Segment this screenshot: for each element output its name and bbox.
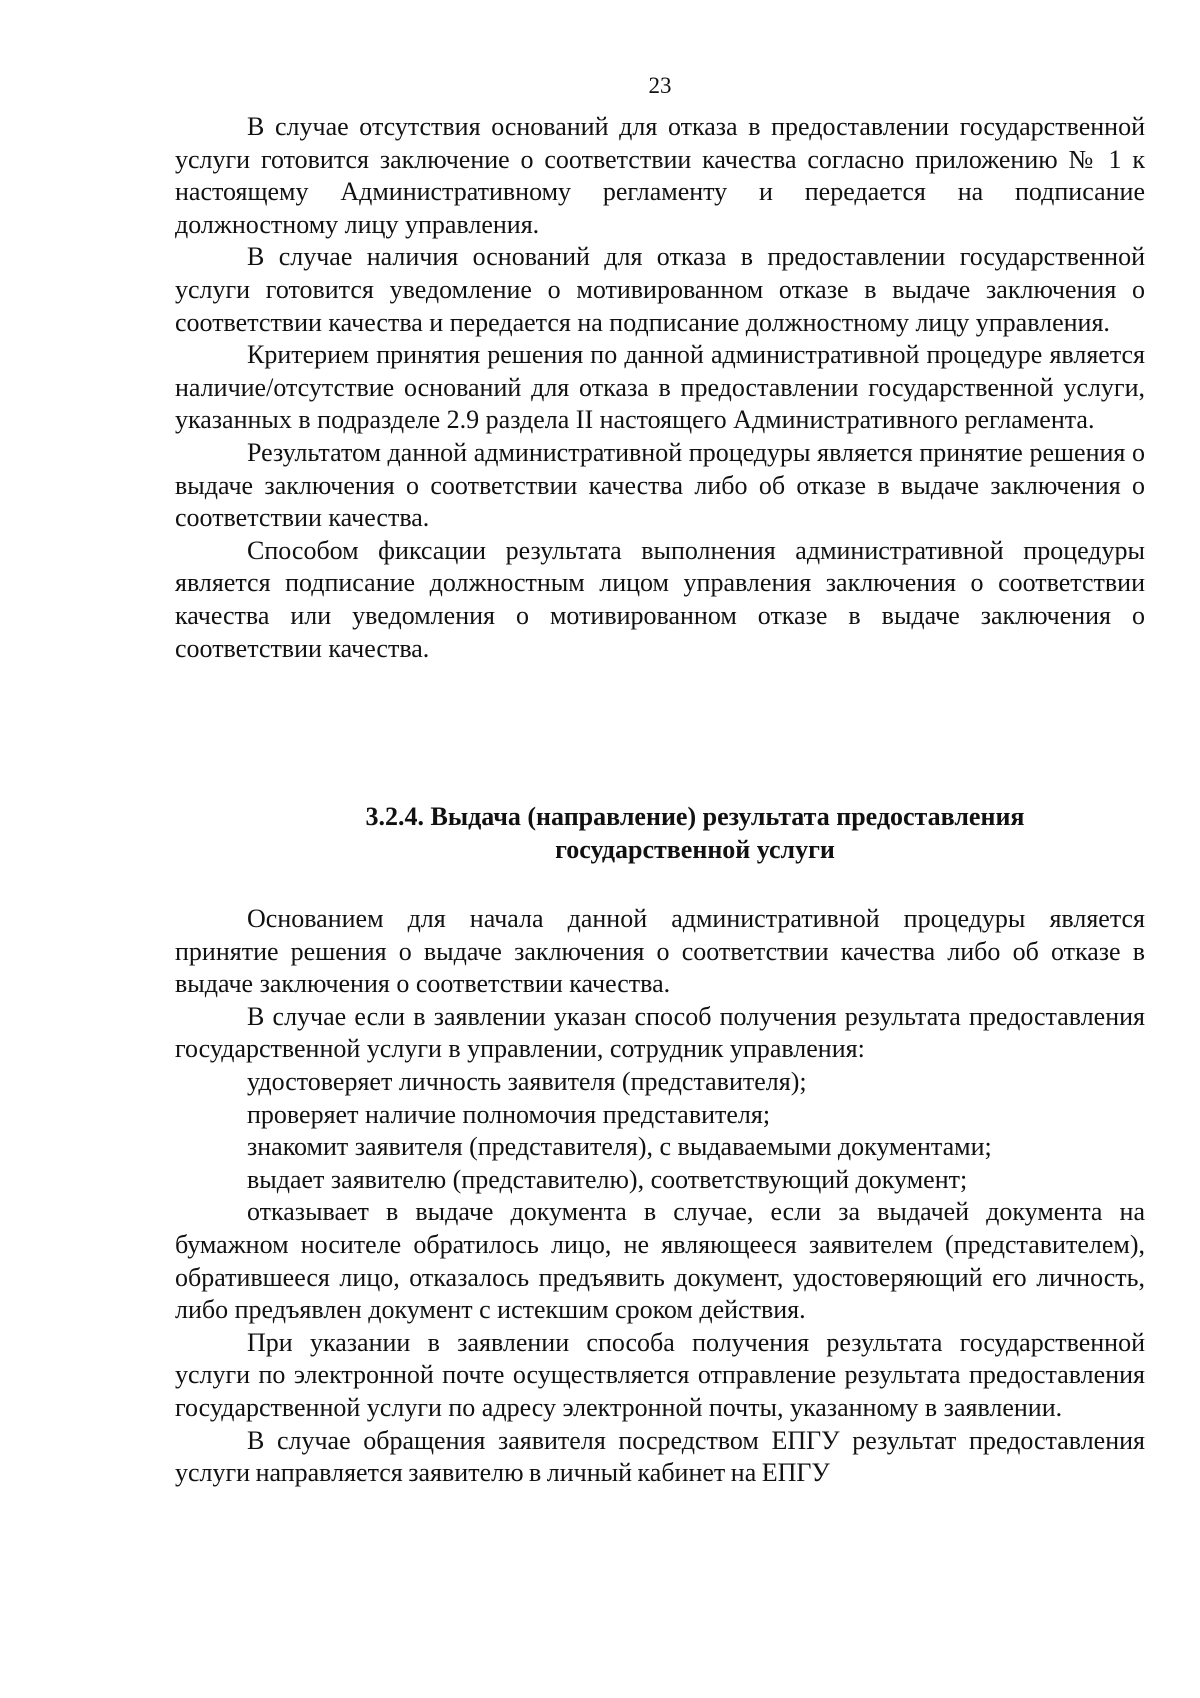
paragraph-decision-criterion: Критерием принятия решения по данной административной процедуре является наличие/отсутствие оснований для отказа в предоставлении государственной услуги, указанных в подразделе 2.9 раздела II настоящего Административного регламента. bbox=[175, 340, 1145, 435]
paragraph-no-refusal-grounds: В случае отсутствия оснований для отказа в предоставлении государственной услуги готовится заключение о соответствии качества согласно приложению № 1 к настоящему Административному регламенту и передается на подписание должностному лицу управления. bbox=[175, 112, 1145, 239]
paragraph-epgu-delivery: В случае обращения заявителя посредством ЕПГУ результат предоставления услуги направляется заявителю в личный кабинет на ЕПГУ bbox=[175, 1425, 1145, 1488]
list-item: знакомит заявителя (представителя), с выдаваемыми документами; bbox=[247, 1132, 992, 1162]
section-result-delivery bbox=[175, 903, 1145, 1490]
page-number: 23 bbox=[648, 73, 672, 98]
heading-line-2: государственной услуги bbox=[555, 835, 835, 864]
list-item: выдает заявителю (представителю), соответствующий документ; bbox=[247, 1164, 968, 1194]
paragraph-email-delivery: При указании в заявлении способа получения результата государственной услуги по электронной почте осуществляется отправление результата предоставления государственной услуги по адресу электронной почты, указанному в заявлении. bbox=[175, 1327, 1145, 1422]
section-heading bbox=[175, 800, 1145, 866]
section-procedure-result bbox=[175, 111, 1145, 665]
paragraph-refuse-issue: отказывает в выдаче документа в случае, если за выдачей документа на бумажном носителе обратилось лицо, не являющееся заявителем (представителем), обратившееся лицо, отказалось предъявить документ, удостоверяющий его личность, либо предъявлен документ с истекшим сроком действия. bbox=[175, 1197, 1145, 1325]
paragraph-procedure-basis: Основанием для начала данной административной процедуры является принятие решения о выдаче заключения о соответствии качества либо об отказе в выдаче заключения о соответствии качества. bbox=[175, 904, 1145, 999]
paragraph-refusal-grounds: В случае наличия оснований для отказа в предоставлении государственной услуги готовится уведомление о мотивированном отказе в выдаче заключения о соответствии качества и передается на подписание должностному лицу управления. bbox=[175, 242, 1145, 337]
heading-line-1: 3.2.4. Выдача (направление) результата предоставления bbox=[365, 802, 1025, 831]
list-item: удостоверяет личность заявителя (представителя); bbox=[247, 1066, 807, 1096]
list-item: проверяет наличие полномочия представителя; bbox=[247, 1099, 771, 1129]
paragraph-procedure-result: Результатом данной административной процедуры является принятие решения о выдаче заключения о соответствии качества либо об отказе в выдаче заключения о соответствии качества. bbox=[175, 437, 1145, 533]
paragraph-fixation-method: Способом фиксации результата выполнения административной процедуры является подписание должностным лицом управления заключения о соответствии качества или уведомления о мотивированном отказе в выдаче заключения о соответствии качества. bbox=[175, 535, 1145, 663]
paragraph-delivery-in-office: В случае если в заявлении указан способ получения результата предоставления государственной услуги в управлении, сотрудник управления: bbox=[175, 1001, 1145, 1064]
